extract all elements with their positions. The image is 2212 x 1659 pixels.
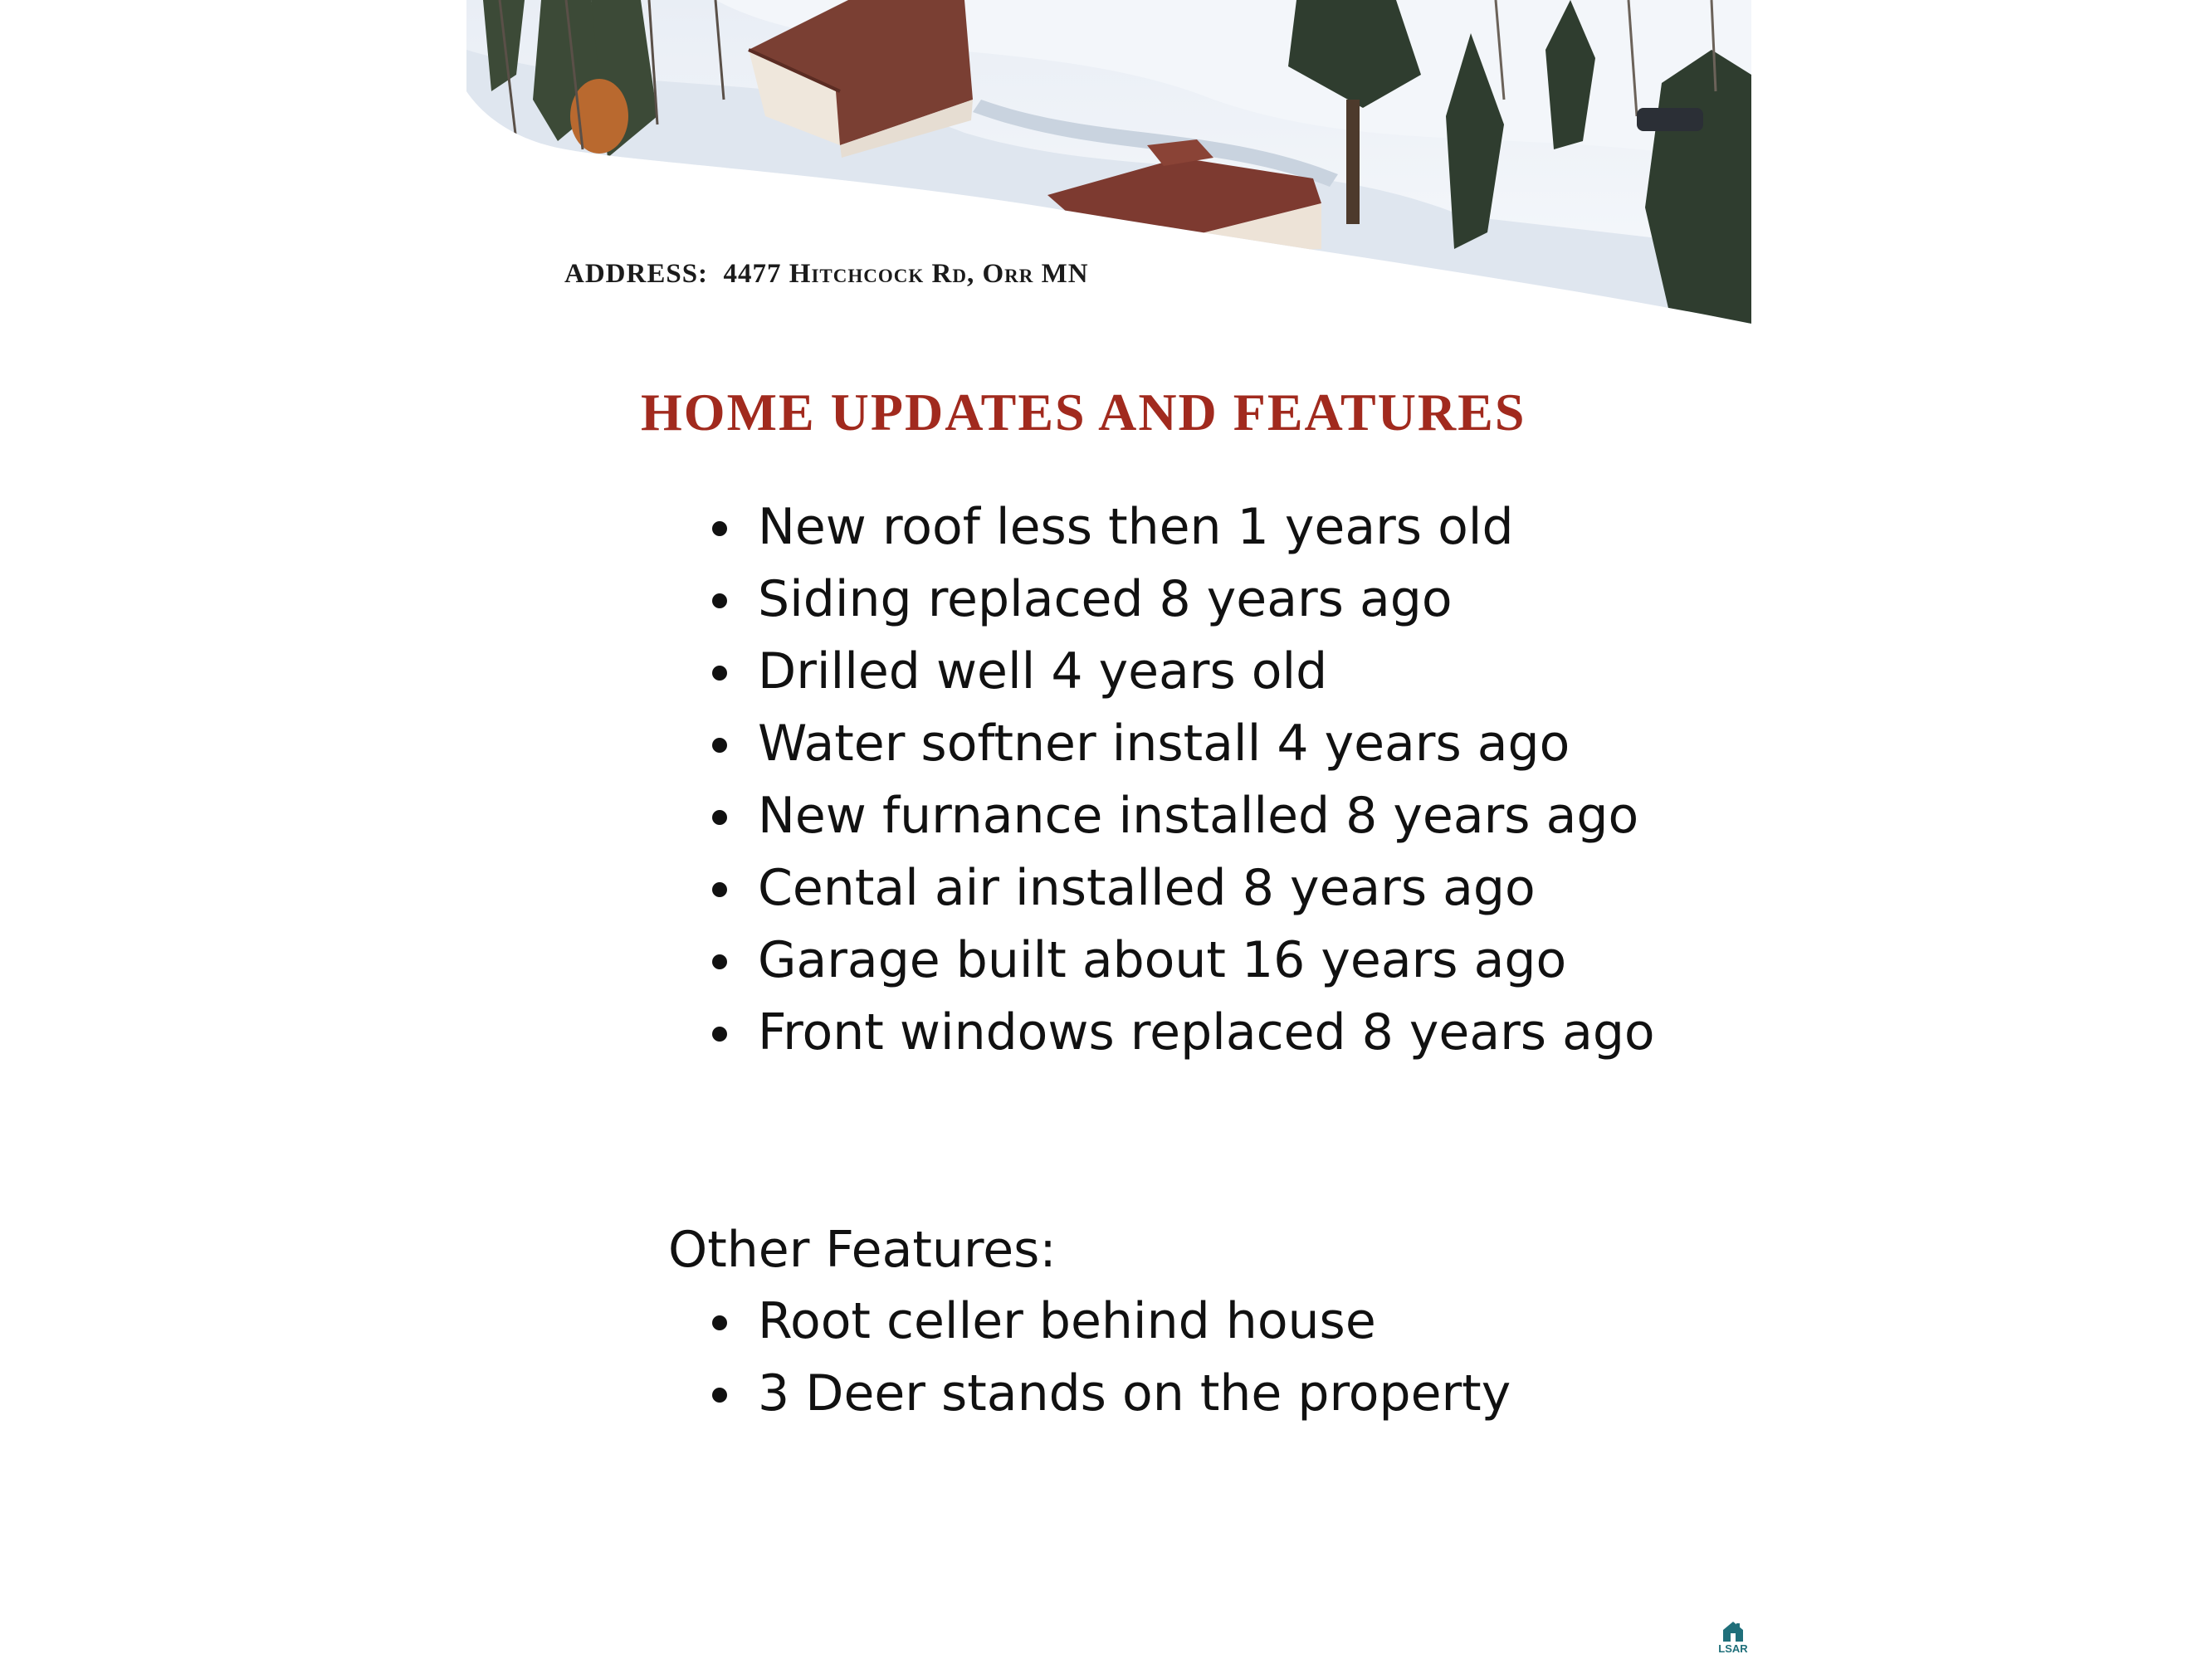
list-item-text: Drilled well 4 years old	[758, 642, 1328, 700]
bullet-icon	[712, 666, 727, 681]
section-title: HOME UPDATES AND FEATURES	[641, 383, 1526, 442]
list-item-text: Garage built about 16 years ago	[758, 931, 1567, 989]
list-item	[701, 708, 1655, 780]
bullet-icon	[712, 1027, 727, 1042]
list-item-text: Front windows replaced 8 years ago	[758, 1003, 1655, 1061]
list-item	[701, 1286, 1511, 1358]
list-item	[701, 925, 1655, 997]
list-item-text: New roof less then 1 years old	[758, 498, 1514, 556]
list-item	[701, 636, 1655, 708]
other-features-list	[701, 1286, 1511, 1430]
bullet-icon	[712, 954, 727, 969]
address-value: 4477 Hitchcock Rd, Orr MN	[723, 259, 1089, 289]
list-item	[701, 564, 1655, 636]
list-item-text: Siding replaced 8 years ago	[758, 570, 1453, 628]
bullet-icon	[712, 882, 727, 897]
other-features-heading: Other Features:	[668, 1221, 1057, 1279]
property-address	[564, 259, 1089, 290]
list-item	[701, 491, 1655, 564]
house-icon	[1715, 1618, 1751, 1643]
bullet-icon	[712, 1315, 727, 1330]
list-item	[701, 780, 1655, 852]
bullet-icon	[712, 810, 727, 825]
list-item	[701, 1358, 1511, 1430]
list-item	[701, 997, 1655, 1069]
list-item-text: Water softner install 4 years ago	[758, 715, 1570, 773]
list-item-text: Cental air installed 8 years ago	[758, 859, 1536, 917]
bullet-icon	[712, 521, 727, 536]
list-item-text: New furnance installed 8 years ago	[758, 787, 1639, 845]
address-label: ADDRESS:	[564, 259, 709, 289]
logo-text: LSAR	[1718, 1642, 1748, 1655]
bullet-icon	[712, 738, 727, 753]
bullet-icon	[712, 593, 727, 608]
updates-list	[701, 491, 1655, 1069]
list-item-text: Root celler behind house	[758, 1292, 1376, 1350]
bullet-icon	[712, 1388, 727, 1403]
list-item	[701, 852, 1655, 925]
lsar-logo	[1715, 1618, 1751, 1658]
list-item-text: 3 Deer stands on the property	[758, 1364, 1511, 1422]
